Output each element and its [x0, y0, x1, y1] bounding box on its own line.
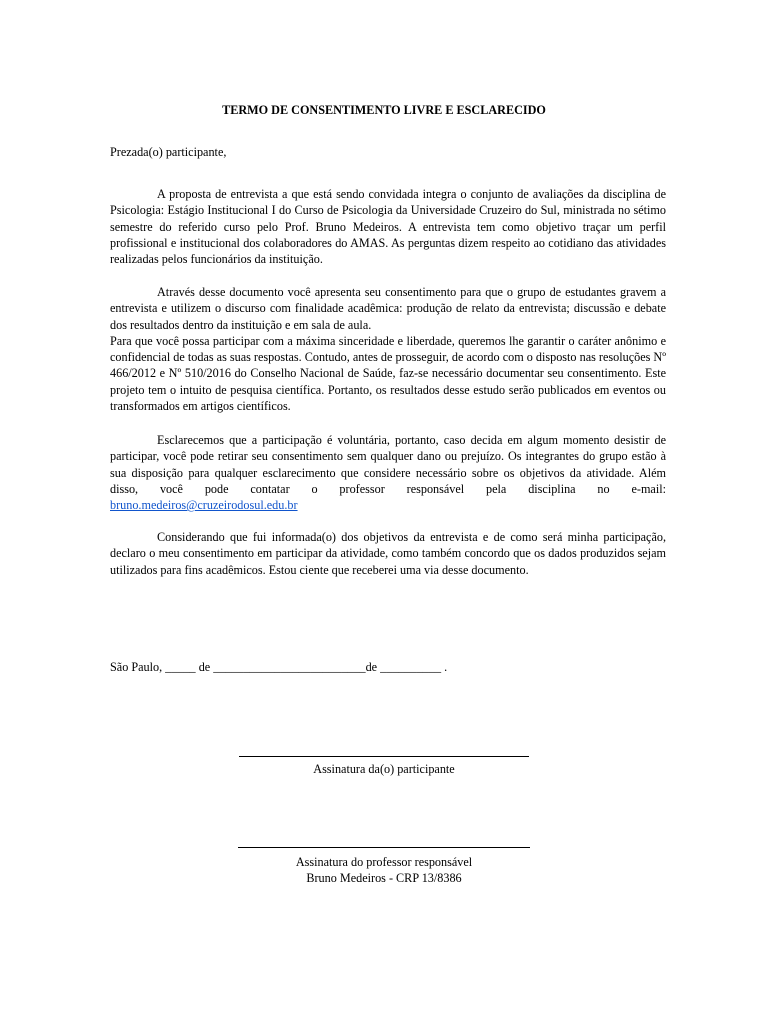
paragraph-recording-consent: Através desse documento você apresenta seu consentimento para que o grupo de estudantes gravem a entrevista e utilizem o discurso com finalidade acadêmica: produção de relato da entrevista; discussão e debate dos resultados dentro da instituição e em sala de aula.: [110, 285, 666, 332]
paragraph-voluntary-text: Esclarecemos que a participação é voluntária, portanto, caso decida em algum momento desistir de participar, você pode retirar seu consentimento sem qualquer dano ou prejuízo. Os integrantes do grupo estão à sua disposição para qualquer esclarecimento que considere necessário sobre os objetivos da atividade. Além disso, você pode contatar o professor responsável pela disciplina no e-mail:: [110, 433, 666, 496]
paragraph-block-consent: [110, 284, 666, 414]
paragraph-confidentiality: Para que você possa participar com a máxima sinceridade e liberdade, queremos lhe garantir o caráter anônimo e confidencial de todas as suas respostas. Contudo, antes de prosseguir, de acordo com o disposto nas resoluções Nº 466/2012 e Nº 510/2016 do Conselho Nacional de Saúde, faz-se necessário documentar seu consentimento. Este projeto tem o intuito de pesquisa científica. Portanto, os resultados desse estudo serão publicados em eventos ou transformados em artigos científicos.: [110, 333, 666, 414]
paragraph-block-declaration: [110, 529, 666, 578]
place-date-line: São Paulo, _____ de _________________________de __________ .: [110, 660, 448, 674]
document-title: TERMO DE CONSENTIMENTO LIVRE E ESCLARECIDO: [222, 103, 546, 117]
participant-signature-caption: Assinatura da(o) participante: [313, 762, 455, 776]
paragraph-declaration: Considerando que fui informada(o) dos objetivos da entrevista e de como será minha participação, declaro o meu consentimento em participar da atividade, como também concordo que os dados produzidos sejam utilizados para fins acadêmicos. Estou ciente que receberei uma via desse documento.: [110, 530, 666, 577]
professor-signature-caption: Assinatura do professor responsável: [295, 855, 473, 869]
paragraph-purpose: A proposta de entrevista a que está sendo convidada integra o conjunto de avaliações da disciplina de Psicologia: Estágio Institucional I do Curso de Psicologia da Universidade Cruzeiro do Sul, ministrada no sétimo semestre do referido curso pelo Prof. Bruno Medeiros. A entrevista tem como objetivo traçar um perfil profissional e institucional dos colaboradores do AMAS. As perguntas dizem respeito ao cotidiano das atividades realizadas pelos funcionários da instituição.: [110, 187, 666, 267]
professor-email-link[interactable]: bruno.medeiros@cruzeirodosul.edu.br: [110, 498, 298, 513]
greeting: Prezada(o) participante,: [110, 145, 227, 159]
paragraph-block-voluntary: [110, 432, 666, 513]
professor-signature-block: [0, 834, 768, 886]
participant-signature-line: [239, 744, 529, 757]
paragraph-voluntary: [110, 432, 666, 513]
professor-name: Bruno Medeiros - CRP 13/8386: [306, 871, 462, 885]
professor-signature-line: [238, 834, 530, 848]
participant-signature-block: [0, 744, 768, 777]
paragraph-block-purpose: [110, 186, 666, 267]
